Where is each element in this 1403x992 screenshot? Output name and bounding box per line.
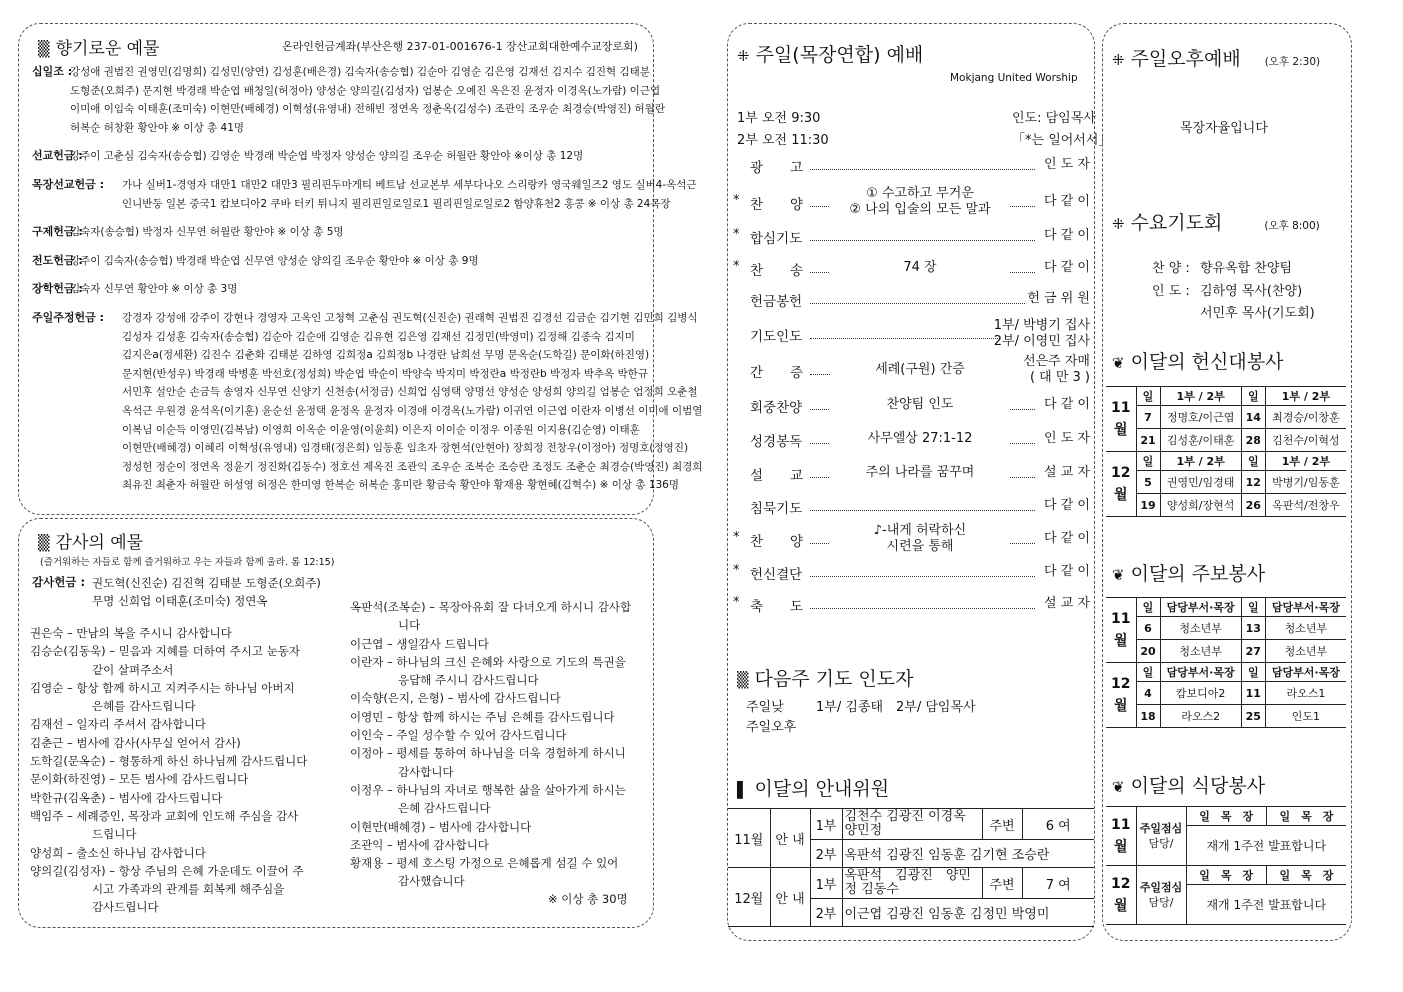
wed-label-1: 찬 양 : — [1152, 261, 1190, 276]
usher-cell: 옥판석 김광진 임동훈 김기현 조승란 — [842, 840, 1094, 868]
thanks-line: 이란자 – 하나님의 크신 은혜와 사랑으로 기도의 특권을 — [350, 654, 626, 669]
schedule-cell: 6 — [1136, 617, 1160, 640]
leader-dots — [810, 303, 1025, 304]
month-line: 월 — [1113, 633, 1128, 649]
order-item-leader — [1044, 397, 1090, 413]
month-line: 11 — [1111, 400, 1131, 416]
order-item-detail — [830, 260, 1010, 276]
offering-line: 문지현(반성우) 박경래 박병훈 박선호(정성희) 박순엽 박순이 박양숙 박지미 박정란a 박정란b 박정자 박추옥 박한규 — [122, 367, 648, 380]
wed-value-3: 서민후 목사(기도회) — [1200, 306, 1315, 321]
usher-cell: 1부 — [810, 868, 842, 899]
order-item-leader — [1044, 465, 1090, 481]
thanks-total: ※ 이상 총 30명 — [548, 892, 628, 906]
cafeteria-table — [1106, 806, 1346, 925]
order-item-name: 기도인도 — [750, 329, 803, 345]
usher-cell: 김천수 김광진 이경옥 양민정 — [842, 809, 982, 840]
wednesday-title: ⁜ 수요기도회 (오후 8:00) — [1112, 212, 1320, 234]
leader-dots — [810, 510, 1035, 511]
thanks-line: 박한규(김옥춘) – 범사에 감사드립니다 — [30, 790, 223, 805]
thanks-line: 권은숙 – 만남의 복을 주시니 감사합니다 — [30, 626, 232, 640]
usher-cell: 옥판석 김광진 양민정 김동수 — [842, 868, 982, 899]
detail-line: ① 수고하고 무거운 — [866, 186, 974, 201]
thanks-line: 김승순(김동욱) – 믿음과 지혜를 더하여 주시고 눈동자 — [30, 644, 300, 659]
offering-title: ▒ 향기로운 예물 — [38, 39, 160, 59]
header-cell: 담당부서·목장 — [1160, 598, 1241, 617]
thanks-head-label: 감사헌금 : — [32, 575, 86, 589]
usher-cell: 6 여 — [1022, 809, 1094, 840]
offering-group-names — [70, 147, 583, 166]
header-cell: 일 — [1136, 452, 1160, 471]
leader-dots — [810, 608, 1035, 609]
schedule-cell: 최경승/이창훈 — [1265, 406, 1346, 429]
flower-marker-icon: ❦ — [1112, 778, 1125, 796]
offering-line: 인니반둥 일본 중국1 캄보디아2 쿠바 터키 튀니지 필리핀일로일로1 필리핀일로일로2 함양휴천2 홍콩 ※ 이상 총 24목장 — [122, 197, 671, 210]
header-cell: 일 목 장 — [1186, 866, 1266, 885]
cafeteria-text: 재개 1주전 발표합니다 — [1186, 826, 1346, 866]
thanks-line: 김재선 – 일자리 주셔서 감사합니다 — [30, 717, 206, 732]
offering-group-label: 주일주정헌금 : — [32, 310, 104, 324]
dedication-title: ❦ 이달의 헌신대봉사 — [1112, 351, 1284, 373]
order-item-leader — [1044, 157, 1090, 173]
header-cell: 일 — [1136, 387, 1160, 406]
detail-line: 74 장 — [903, 260, 937, 275]
month-line: 월 — [1113, 487, 1128, 503]
leader-line: 1부/ 박병기 집사 — [993, 318, 1090, 333]
offering-group — [32, 309, 703, 495]
stand-marker: * — [733, 193, 740, 208]
wed-value-1: 향유옥합 찬양팀 — [1200, 261, 1293, 276]
leader-line: 인 도 자 — [1044, 431, 1090, 446]
thanks-line: 황재용 – 평세 호스팅 가정으로 은혜롭게 섬길 수 있어 — [350, 856, 619, 871]
offering-group-names — [70, 252, 479, 271]
month-cell — [1106, 663, 1136, 728]
order-item-name: 합심기도 — [750, 231, 803, 247]
stand-marker: * — [733, 563, 740, 578]
order-item-name: 헌금봉헌 — [750, 294, 803, 310]
order-item-name: 성경봉독 — [750, 434, 803, 450]
offering-line: 도형준(오희주) 문지현 박경래 박순엽 배청일(허정아) 양성순 양의길(김성자) 엄봉순 오예진 옥은진 윤정자 이경옥(노가람) 이근엽 — [70, 84, 661, 97]
thanks-line: 감사드립니다 — [92, 900, 159, 915]
offering-group — [32, 280, 644, 299]
leader-line: 선은주 자매 — [1023, 354, 1090, 369]
month-cell — [1106, 866, 1136, 925]
schedule-cell: 박병기/임동훈 — [1265, 471, 1346, 494]
thanks-head-line: 무명 신희업 이태훈(조미숙) 정연옥 — [92, 594, 268, 608]
offering-line: 강성애 권범진 권영민(김명희) 김성민(양연) 김성훈(배은경) 김숙자(송승협) 김순아 김영순 김은영 김재선 김지수 김진혁 김태분 — [70, 66, 650, 78]
thanks-title: ▒ 감사의 예물 — [38, 533, 144, 553]
detail-line: 세례(구원) 간증 — [875, 362, 965, 377]
month-line: 월 — [1113, 839, 1128, 855]
order-item-detail — [830, 397, 1010, 413]
thanks-line: 드립니다 — [92, 827, 137, 842]
usher-cell: 7 여 — [1022, 868, 1094, 899]
schedule-cell: 25 — [1241, 705, 1265, 728]
detail-line: 주의 나라를 꿈꾸며 — [865, 465, 975, 480]
leader-line: 다 같 이 — [1044, 260, 1090, 275]
thanks-head-lines — [92, 574, 321, 610]
usher-cell: 안 내 — [770, 868, 810, 927]
leader-line: 설 교 자 — [1044, 465, 1090, 480]
schedule-cell: 21 — [1136, 429, 1160, 452]
schedule-cell: 4 — [1136, 682, 1160, 705]
thanks-line: 응답해 주시니 감사드립니다 — [398, 673, 539, 688]
leader-line: 2부/ 이영민 집사 — [993, 334, 1090, 349]
offering-line: 강주이 김숙자(송승협) 박경래 박순엽 신무연 양성순 양의길 조우순 황안야 ※ 이상 총 9명 — [70, 254, 479, 267]
thanks-line: 이숙향(은지, 은형) – 범사에 감사드립니다 — [350, 691, 561, 706]
leader-line: 헌 금 위 원 — [1027, 291, 1090, 306]
order-item-name: 침묵기도 — [750, 501, 803, 517]
month-cell — [1106, 598, 1136, 663]
order-item-leader — [1044, 498, 1090, 514]
thanks-line: 은혜 감사드립니다 — [398, 801, 491, 816]
schedule-cell: 청소년부 — [1160, 640, 1241, 663]
schedule-cell: 28 — [1241, 429, 1265, 452]
offering-group-names — [122, 176, 697, 213]
usher-cell: 주변 — [982, 809, 1022, 840]
dept-line: 담당/ — [1148, 837, 1174, 850]
usher-cell: 주변 — [982, 868, 1022, 899]
order-item-name: 찬 양 — [750, 197, 804, 213]
header-cell: 담당부서·목장 — [1265, 598, 1346, 617]
order-item-name: 찬 양 — [750, 534, 804, 550]
offering-group — [32, 223, 644, 242]
header-cell: 일 — [1136, 598, 1160, 617]
schedule-cell: 라오스2 — [1160, 705, 1241, 728]
header-cell: 담당부서·목장 — [1265, 663, 1346, 682]
leader-line: 다 같 이 — [1044, 228, 1090, 243]
thanks-line: 백임주 – 세례증인, 목장과 교회에 인도해 주심을 감사 — [30, 808, 299, 823]
afternoon-text: 목장자율입니다 — [1180, 121, 1268, 136]
usher-cell: 1부 — [810, 809, 842, 840]
order-item-detail — [830, 431, 1010, 447]
thanks-line: 양성희 – 출소신 하나님 감사합니다 — [30, 845, 206, 860]
detail-line: 찬양팀 인도 — [886, 397, 954, 412]
dept-cell — [1136, 866, 1186, 925]
thanks-line: 양의길(김성자) – 항상 주님의 은혜 가운데도 이끌어 주 — [30, 863, 304, 878]
usher-cell: 이근엽 김광진 임동훈 김정민 박영미 — [842, 899, 1094, 927]
detail-line: ② 나의 입술의 모든 말과 — [849, 202, 991, 217]
cafeteria-title: ❦ 이달의 식당봉사 — [1112, 775, 1266, 797]
month-cell — [1106, 807, 1136, 866]
prayer-title: ▒ 다음주 기도 인도자 — [737, 668, 914, 690]
leader-dots — [810, 338, 1000, 339]
worship-subtitle: Mokjang United Worship — [950, 72, 1078, 84]
dept-cell — [1136, 807, 1186, 866]
block-marker-icon: ▒ — [38, 40, 50, 58]
offering-group-label: 전도헌금 : — [32, 253, 83, 267]
order-item-name: 간 증 — [750, 365, 804, 381]
ushers-title: ▌ 이달의 안내위원 — [737, 778, 890, 800]
thanks-line: 은혜를 감사드립니다 — [92, 699, 196, 714]
afternoon-title: ⁜ 주일오후예배 (오후 2:30) — [1112, 48, 1321, 70]
stand-note: 「*는 일어서서」 — [1012, 133, 1112, 148]
leader-line: 다 같 이 — [1044, 531, 1090, 546]
usher-cell: 11월 — [728, 809, 770, 868]
account-info: 온라인헌금계좌(부산은행 237-01-001676-1 장산교회대한예수교장로회) — [282, 40, 638, 53]
leader-line: 인 도 자 — [1044, 157, 1090, 172]
offering-group-names — [70, 280, 237, 299]
usher-cell: 12월 — [728, 868, 770, 927]
schedule-cell: 7 — [1136, 406, 1160, 429]
prayer-label-2: 주일오후 — [746, 720, 797, 735]
order-item-leader — [1044, 564, 1090, 580]
thanks-head-line: 권도혁(신진순) 김진혁 김태분 도형준(오희주) — [92, 576, 321, 590]
thanks-line: 감사합니다 — [398, 764, 454, 779]
ushers-table — [728, 808, 1094, 927]
offering-line: 가나 실버1-경영자 대만1 대만2 대만3 필리핀두마게티 베트남 선교본부 세부다나오 스리랑카 영국웨일즈2 영도 실버4-옥석근 — [122, 178, 697, 191]
order-item-name: 헌신결단 — [750, 567, 803, 583]
schedule-cell: 12 — [1241, 471, 1265, 494]
header-cell: 일 — [1241, 598, 1265, 617]
bullet-marker-icon: ⁜ — [737, 47, 750, 65]
schedule-cell: 청소년부 — [1265, 617, 1346, 640]
thanks-line: 시고 가족과의 관계를 회복케 해주심을 — [92, 882, 285, 897]
thanks-verse: (즐거워하는 자들로 함께 즐거워하고 우는 자들과 함께 울라. 롬 12:15) — [40, 557, 335, 568]
order-item-detail — [830, 186, 1010, 218]
month-cell — [1106, 387, 1136, 452]
header-cell: 담당부서·목장 — [1160, 663, 1241, 682]
order-item-leader — [1027, 291, 1090, 307]
detail-line: ♪-내게 허락하신 — [873, 523, 967, 538]
offering-group-label: 목장선교헌금 : — [32, 177, 104, 191]
month-line: 12 — [1111, 676, 1131, 692]
stand-marker: * — [733, 595, 740, 610]
offering-line: 김숙자 신무연 황안야 ※ 이상 총 3명 — [70, 283, 238, 296]
month-line: 월 — [1113, 898, 1128, 914]
flower-marker-icon: ❦ — [1112, 354, 1125, 372]
thanks-line: 감사했습니다 — [398, 874, 465, 889]
schedule-cell: 캄보디아2 — [1160, 682, 1241, 705]
schedule-cell: 5 — [1136, 471, 1160, 494]
prayer-label-1: 주일낮 — [746, 700, 784, 715]
thanks-line: 이정우 – 하나님의 자녀로 행복한 삶을 살아가게 하시는 — [350, 782, 626, 797]
leader-line: 다 같 이 — [1044, 498, 1090, 513]
thanks-line: 같이 살펴주소서 — [92, 662, 174, 677]
offering-group — [32, 176, 697, 213]
schedule-cell: 20 — [1136, 640, 1160, 663]
schedule-cell: 13 — [1241, 617, 1265, 640]
order-item-detail — [830, 465, 1010, 481]
offering-line: 허복순 허창환 황안야 ※ 이상 총 41명 — [70, 121, 245, 134]
stand-marker: * — [733, 259, 740, 274]
header-cell: 일 — [1241, 387, 1265, 406]
header-cell: 일 목 장 — [1186, 807, 1266, 826]
order-item-leader — [1023, 354, 1090, 386]
order-item-name: 축 도 — [750, 599, 804, 615]
header-cell: 1부 / 2부 — [1160, 452, 1241, 471]
leader-line: 다 같 이 — [1044, 564, 1090, 579]
thanks-line: 김춘근 – 범사에 감사(사무실 얻어서 감사) — [30, 735, 241, 750]
thanks-column-2 — [350, 598, 646, 891]
schedule-cell: 청소년부 — [1265, 640, 1346, 663]
offering-group-label: 선교헌금 : — [32, 149, 83, 163]
order-item-leader — [1044, 260, 1090, 276]
offering-line: 김숙자(송승협) 박정자 신무연 허월란 황안야 ※ 이상 총 5명 — [70, 226, 344, 239]
leader-line: 다 같 이 — [1044, 194, 1090, 209]
cafeteria-text: 재개 1주전 발표합니다 — [1186, 885, 1346, 925]
bulletin-table — [1106, 597, 1346, 728]
header-cell: 일 목 장 — [1266, 866, 1346, 885]
wed-value-2: 김하영 목사(찬양) — [1200, 284, 1303, 299]
flower-marker-icon: ❦ — [1112, 566, 1125, 584]
order-item-name: 설 교 — [750, 468, 804, 484]
schedule-cell: 인도1 — [1265, 705, 1346, 728]
leader-line: 다 같 이 — [1044, 397, 1090, 412]
order-item-leader — [1044, 194, 1090, 210]
detail-line: 사무엘상 27:1-12 — [867, 431, 973, 446]
header-cell: 일 — [1241, 663, 1265, 682]
offering-line: 이미애 이임숙 이태훈(조미숙) 이현만(배혜경) 이혁성(유영내) 전해빈 정연옥 정춘옥(김성수) 조관익 조우순 최경승(박영진) 허월란 — [70, 103, 665, 116]
header-cell: 1부 / 2부 — [1265, 387, 1346, 406]
header-cell: 일 목 장 — [1266, 807, 1346, 826]
schedule-cell: 27 — [1241, 640, 1265, 663]
thanks-column-1 — [30, 624, 330, 917]
usher-cell: 2부 — [810, 899, 842, 927]
leader-dots — [810, 169, 1035, 170]
usher-cell: 안 내 — [770, 809, 810, 868]
order-item-detail — [830, 362, 1010, 378]
dept-line: 담당/ — [1148, 896, 1174, 909]
order-item-leader — [1044, 431, 1090, 447]
offering-line: 정성헌 정순이 정연옥 정윤기 정진화(김동수) 정호선 제옥진 조관익 조우순 조복순 조승란 조정도 조춘순 최경승(박영진) 최경희 — [122, 460, 703, 473]
order-item-leader — [994, 318, 1090, 350]
header-cell: 일 — [1136, 663, 1160, 682]
offering-group-names — [70, 63, 665, 137]
offering-line: 김지은a(정세환) 김진수 김춘화 김태분 김하영 김희정a 김희정b 나경란 남희선 무명 문옥순(도학길) 문이화(하진영) — [122, 349, 650, 362]
dedication-table — [1106, 386, 1346, 517]
schedule-cell: 청소년부 — [1160, 617, 1241, 640]
offering-line: 강경자 강성애 강주이 강현나 경영자 고옥인 고청혁 고춘심 권도혁(신진순) 권래혁 권범진 김경선 김금순 김기현 김민희 김병식 — [122, 311, 698, 324]
order-item-leader — [1044, 531, 1090, 547]
thanks-line: 조관익 – 범사에 감사합니다 — [350, 837, 489, 852]
offering-group-label: 구제헌금 : — [32, 225, 83, 239]
schedule-cell: 18 — [1136, 705, 1160, 728]
thanks-line: 옥판석(조복순) – 목장아유회 잘 다녀오게 하시니 감사합 — [350, 600, 632, 614]
thanks-line: 김영순 – 항상 함께 하시고 지켜주시는 하나님 아버지 — [30, 680, 295, 695]
schedule-cell: 정명호/이근엽 — [1160, 406, 1241, 429]
month-line: 12 — [1111, 876, 1131, 892]
order-item-name: 회중찬양 — [750, 400, 803, 416]
month-cell — [1106, 452, 1136, 517]
offering-group — [32, 252, 644, 271]
schedule-cell: 26 — [1241, 494, 1265, 517]
schedule-cell: 김천수/이혁성 — [1265, 429, 1346, 452]
schedule-cell: 19 — [1136, 494, 1160, 517]
thanks-line: 이현만(배혜경) – 범사에 감사합니다 — [350, 819, 532, 834]
bulletin-title: ❦ 이달의 주보봉사 — [1112, 563, 1266, 585]
offering-line: 옥석근 우원경 윤석옥(이기훈) 윤순선 윤정택 윤정옥 윤정자 이경애 이경옥(노가람) 이귀연 이근엽 이란자 이병선 이미애 이범열 — [122, 404, 703, 417]
offering-line: 강주이 고춘심 김숙자(송승협) 김영순 박경래 박순엽 박정자 양성순 양의길 조우순 허월란 황안야 ※이상 총 12명 — [70, 150, 584, 163]
schedule-cell: 권영민/임경태 — [1160, 471, 1241, 494]
order-item-name: 광 고 — [750, 160, 804, 176]
order-item-detail — [830, 523, 1010, 555]
order-item-name: 찬 송 — [750, 263, 804, 279]
thanks-line: 이근엽 – 생일감사 드립니다 — [350, 636, 489, 651]
dept-line: 주일점심 — [1139, 822, 1183, 835]
leader-line: ( 대 만 3 ) — [1029, 370, 1090, 385]
schedule-cell: 양성희/장현석 — [1160, 494, 1241, 517]
offering-group-label: 십일조 : — [32, 65, 73, 78]
thanks-line: 도학길(문옥순) – 형통하게 하신 하나님께 감사드립니다 — [30, 754, 308, 769]
block-marker-icon: ▒ — [38, 534, 50, 552]
block-marker-icon: ▒ — [737, 671, 749, 689]
thanks-line: 이정아 – 평세를 통하여 하나님을 더욱 경험하게 하시니 — [350, 746, 626, 761]
offering-group-names — [122, 309, 702, 495]
thanks-line: 이인숙 – 주일 성수할 수 있어 감사드립니다 — [350, 728, 567, 743]
worship-title: ⁜ 주일(목장연합) 예배 — [737, 44, 924, 66]
offering-line: 이현만(배혜경) 이혜리 이혁성(유영내) 임경태(정은희) 임동훈 임초자 장현석(안현아) 장희정 전창우(이정아) 정명호(정영진) — [122, 442, 689, 455]
header-cell: 1부 / 2부 — [1265, 452, 1346, 471]
offering-group-label: 장학헌금 : — [32, 282, 83, 296]
wed-label-2: 인 도 : — [1152, 284, 1190, 299]
thanks-line: 니다 — [398, 618, 421, 633]
month-line: 12 — [1111, 465, 1131, 481]
detail-line: 시련을 통해 — [886, 539, 954, 554]
bullet-marker-icon: ⁜ — [1112, 51, 1125, 69]
offering-groups — [32, 63, 703, 505]
order-item-leader — [1044, 596, 1090, 612]
schedule-cell: 14 — [1241, 406, 1265, 429]
offering-line: 최유진 최춘자 허월란 허성영 허정은 한미영 한복순 허복순 홍미란 황금숙 황안야 황재용 황현혜(김혁수) ※ 이상 총 136명 — [122, 479, 680, 492]
prayer-value-1: 1부/ 김종태 2부/ 담임목사 — [816, 700, 976, 715]
order-item-leader — [1044, 228, 1090, 244]
service-time-2: 2부 오전 11:30 — [737, 133, 829, 148]
offering-group-names — [70, 223, 344, 242]
leader-line: 설 교 자 — [1044, 596, 1090, 611]
thanks-line: 이영민 – 항상 함께 하시는 주님 은혜를 감사드립니다 — [350, 709, 615, 724]
offering-line: 김성자 김성훈 김숙자(송승협) 김순아 김순애 김영순 김유현 김은영 김재선 김정민(박영미) 김정해 김종숙 김지미 — [122, 330, 635, 343]
offering-line: 이복님 이순득 이영민(김복남) 이영희 이옥순 이윤영(이윤희) 이은지 이이순 이정우 이종원 이지용(김순영) 이태훈 — [122, 423, 640, 436]
stand-marker: * — [733, 530, 740, 545]
offering-line: 서민후 설안순 손금득 송영자 신무연 신양기 신천송(서정금) 신희업 심영택 양명선 양성순 양성희 양의길 엄봉순 엄정희 오춘철 — [122, 386, 698, 399]
schedule-cell: 라오스1 — [1265, 682, 1346, 705]
usher-cell: 2부 — [810, 840, 842, 868]
bars-marker-icon: ▌ — [737, 781, 749, 799]
month-line: 월 — [1113, 698, 1128, 714]
leader-dots — [810, 240, 1035, 241]
leader-dots — [810, 576, 1035, 577]
offering-group — [32, 147, 644, 166]
month-line: 월 — [1113, 422, 1128, 438]
leader-label: 인도: 담임목사 — [1012, 111, 1096, 126]
schedule-cell: 김성훈/이태훈 — [1160, 429, 1241, 452]
month-line: 11 — [1111, 817, 1131, 833]
service-time-1: 1부 오전 9:30 — [737, 111, 821, 126]
stand-marker: * — [733, 227, 740, 242]
offering-group — [32, 63, 665, 137]
schedule-cell: 11 — [1241, 682, 1265, 705]
header-cell: 일 — [1241, 452, 1265, 471]
schedule-cell: 옥판석/전창우 — [1265, 494, 1346, 517]
thanks-line: 문이화(하진영) – 모든 범사에 감사드립니다 — [30, 772, 249, 787]
header-cell: 1부 / 2부 — [1160, 387, 1241, 406]
dept-line: 주일점심 — [1139, 881, 1183, 894]
month-line: 11 — [1111, 611, 1131, 627]
bullet-marker-icon: ⁜ — [1112, 215, 1125, 233]
